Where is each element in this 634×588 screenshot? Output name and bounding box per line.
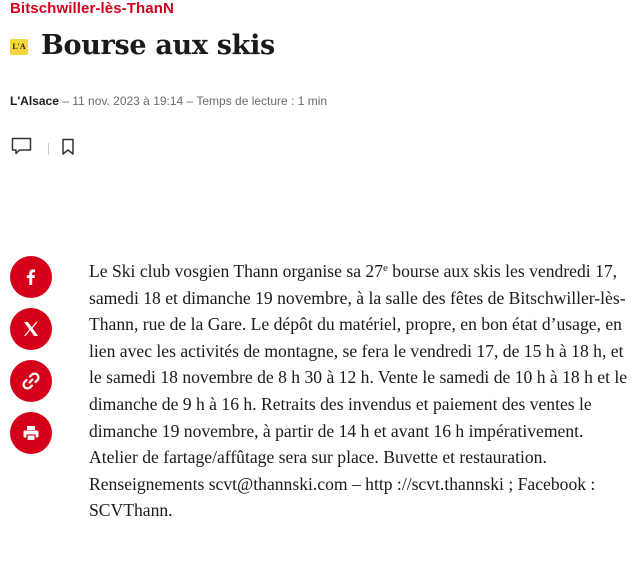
byline (10, 94, 327, 108)
bookmark-icon[interactable] (61, 138, 75, 161)
title-row (10, 30, 275, 61)
page-title: Bourse aux skis (41, 30, 275, 61)
share-x-button[interactable] (10, 308, 52, 350)
link-icon (21, 371, 41, 391)
byline-date: 11 nov. 2023 à 19:14 (72, 94, 184, 108)
print-icon (21, 423, 41, 443)
article-text-rest: bourse aux skis les vendredi 17, samedi 18 et dimanche 19 novembre, à la salle des fêtes de Bitschwiller-lès-Thann, rue de la Gare. Le dépôt du matériel, propre, en bon état d’usage, en lien avec les activités de montagne, se fera le vendredi 17, de 15 h à 18 h, et le samedi 18 novembre de 8 h 30 à 12 h. Vente le samedi de 10 h à 18 h et le dimanche de 9 h à 16 h. Retraits des invendus et paiement des ventes le dimanche 19 novembre, à partir de 14 h et avant 16 h impérativement. Atelier de fartage/affûtage sera sur place. Buvette et restauration. Renseignements scvt@thannski.com – http ://scvt.thannski ; Facebook : SCVThann. (89, 261, 628, 521)
print-button[interactable] (10, 412, 52, 454)
copy-link-button[interactable] (10, 360, 52, 402)
x-icon (22, 320, 40, 338)
share-facebook-button[interactable] (10, 256, 52, 298)
byline-separator: – (58, 94, 73, 108)
lalsace-badge-icon: L'A (10, 39, 28, 55)
section-kicker[interactable]: Bitschwiller-lès-ThanN (10, 0, 174, 17)
article-body (89, 258, 629, 524)
ordinal-superscript: e (383, 262, 388, 274)
facebook-icon (21, 267, 41, 287)
article-actions (11, 137, 75, 161)
share-bar (10, 256, 52, 464)
byline-reading-time: Temps de lecture : 1 min (196, 94, 328, 108)
byline-separator: – (183, 94, 197, 108)
comment-icon[interactable] (11, 137, 32, 161)
byline-source[interactable]: L'Alsace (10, 94, 59, 108)
article-text-start: Le Ski club vosgien Thann organise sa 27 (89, 261, 383, 281)
article-paragraph (89, 258, 629, 524)
actions-divider (48, 143, 49, 155)
